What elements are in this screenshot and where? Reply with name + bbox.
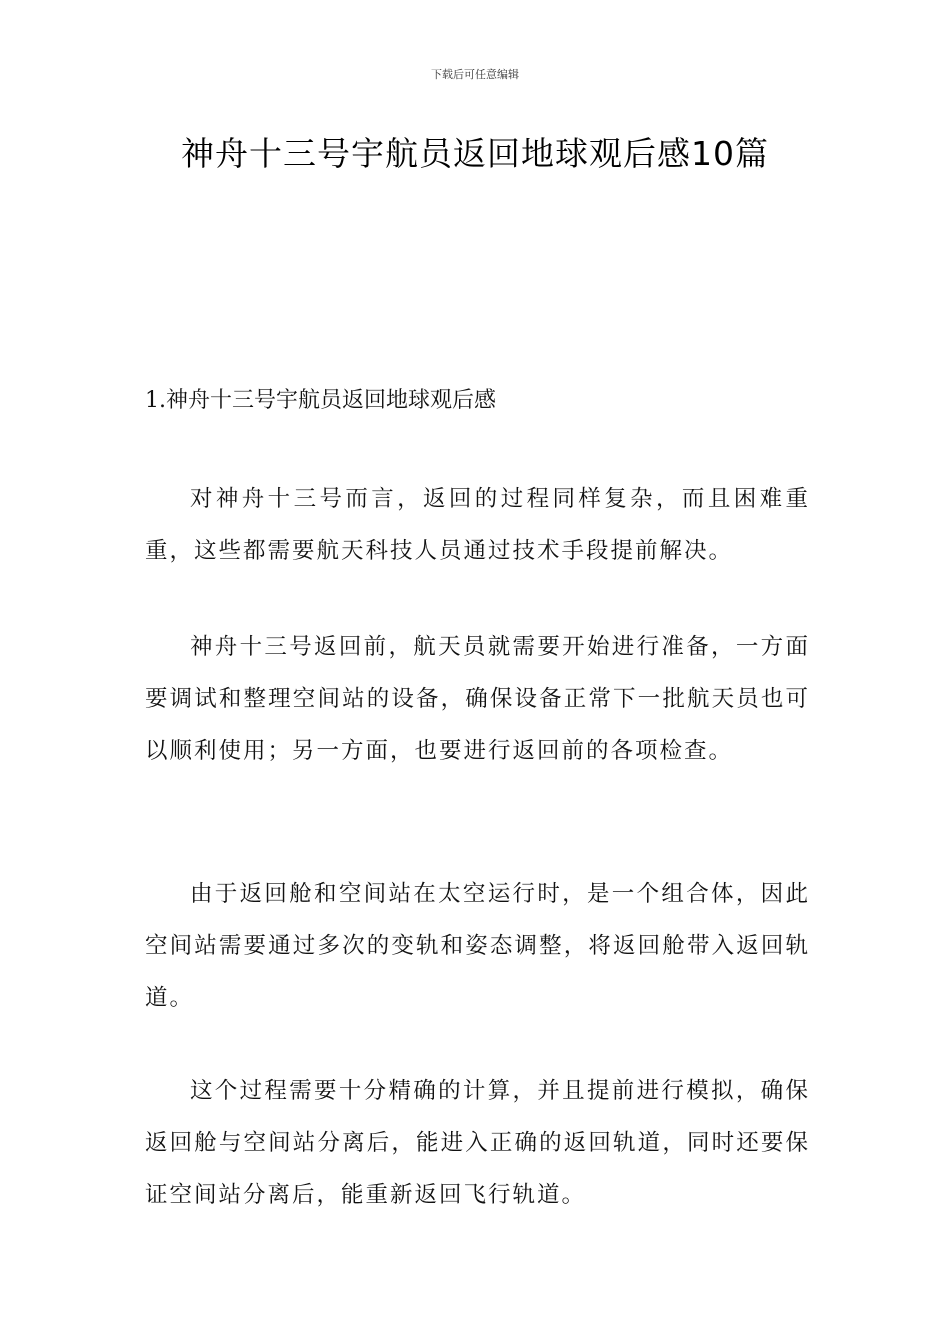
paragraph-1: 对神舟十三号而言，返回的过程同样复杂，而且困难重重，这些都需要航天科技人员通过技术手段提前解决。: [145, 486, 810, 564]
paragraph-4: 这个过程需要十分精确的计算，并且提前进行模拟，确保返回舱与空间站分离后，能进入正确的返回轨道，同时还要保证空间站分离后，能重新返回飞行轨道。: [145, 1078, 810, 1208]
paragraph-2: 神舟十三号返回前，航天员就需要开始进行准备，一方面要调试和整理空间站的设备，确保设备正常下一批航天员也可以顺利使用；另一方面，也要进行返回前的各项检查。: [145, 634, 810, 764]
section-heading: 1.神舟十三号宇航员返回地球观后感: [145, 388, 496, 413]
paragraph-3: 由于返回舱和空间站在太空运行时，是一个组合体，因此空间站需要通过多次的变轨和姿态调整，将返回舱带入返回轨道。: [145, 881, 810, 1011]
document-title: 神舟十三号宇航员返回地球观后感10篇: [181, 134, 769, 173]
header-note: 下载后可任意编辑: [431, 68, 519, 81]
